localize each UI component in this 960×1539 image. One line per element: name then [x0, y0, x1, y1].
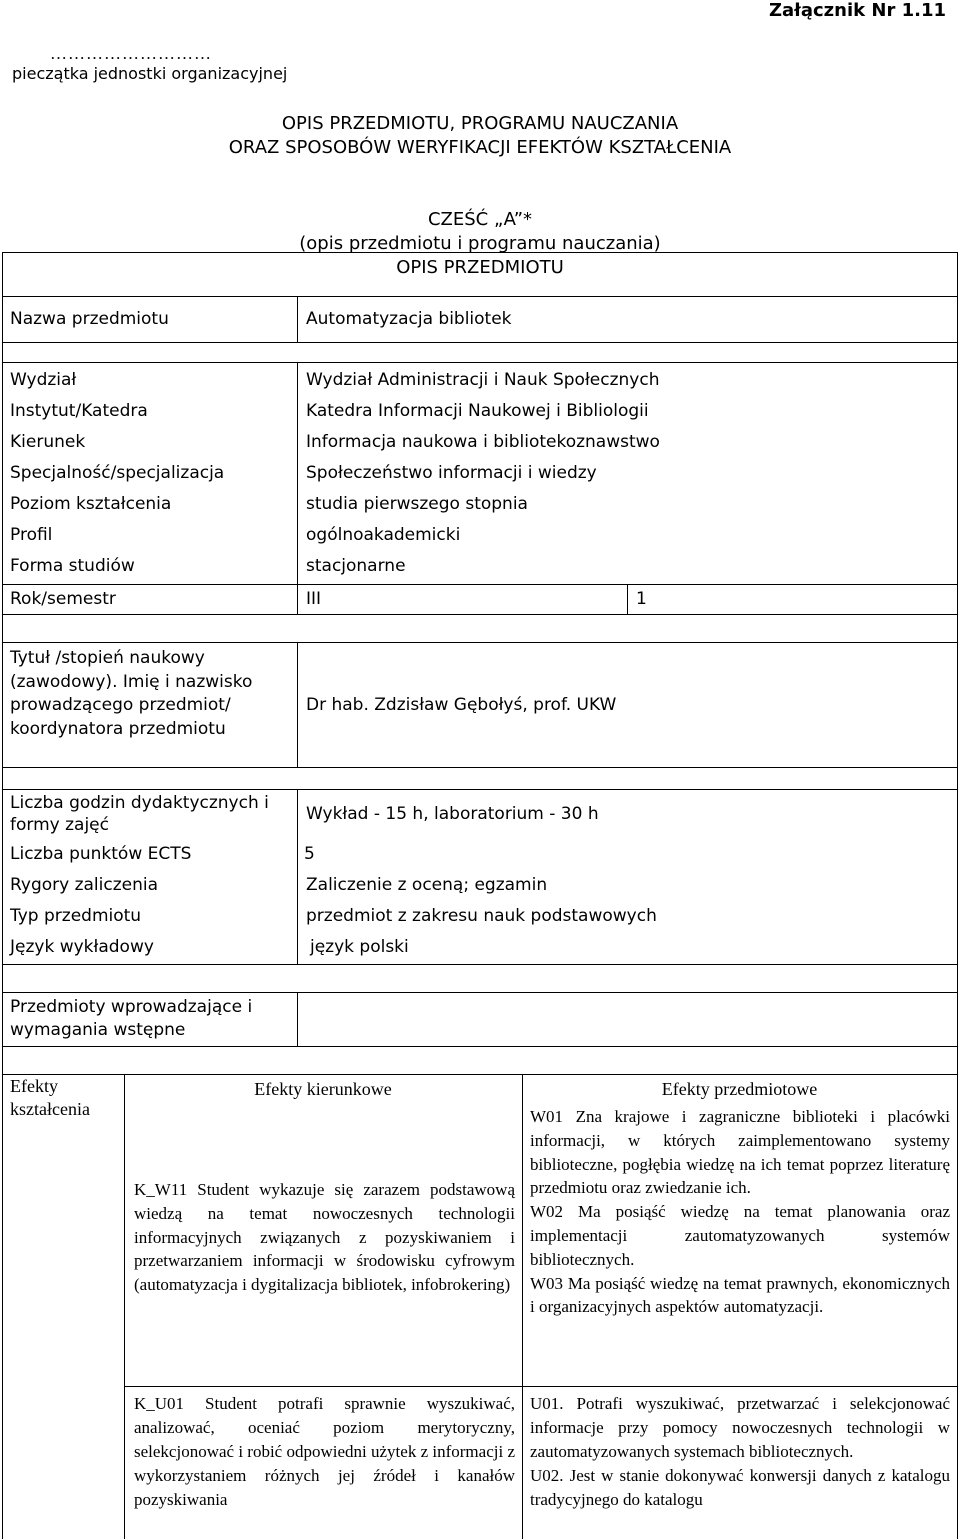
course-outcome-u01: U01. Potrafi wyszukiwać, przetwarzać i selekcjonować informacje przy pomocy nowoczesnych technologii w zautomatyzowanych systemach bibliotecznych.	[530, 1394, 950, 1461]
rule	[522, 1074, 523, 1539]
language-value: język polski	[310, 937, 409, 957]
rule	[2, 296, 958, 297]
info-value: Informacja naukowa i bibliotekoznawstwo	[306, 432, 660, 452]
info-label: Wydział	[10, 370, 77, 390]
rule	[124, 1386, 958, 1387]
document-title	[0, 112, 960, 160]
program-outcomes-heading: Efekty kierunkowe	[254, 1079, 392, 1099]
info-value: ogólnoakademicki	[306, 525, 461, 545]
assessment-value: Zaliczenie z oceną; egzamin	[306, 875, 548, 895]
course-name-value: Automatyzacja bibliotek	[306, 309, 512, 329]
course-outcome-w01: W01 Zna krajowe i zagraniczne biblioteki i placówki informacji, w których zaimplementowano systemy biblioteczne, pogłębia wiedzę na ich temat poprzez literaturę przedmiotu oraz zwiedzanie ich.	[530, 1107, 950, 1198]
info-value: studia pierwszego stopnia	[306, 494, 528, 514]
rule	[2, 584, 958, 585]
ects-label: Liczba punktów ECTS	[10, 844, 192, 864]
rule	[2, 1046, 958, 1047]
info-label: Profil	[10, 525, 53, 545]
assessment-label: Rygory zaliczenia	[10, 875, 159, 895]
rule	[297, 642, 298, 767]
hours-value: Wykład - 15 h, laboratorium - 30 h	[306, 804, 599, 824]
rule	[2, 342, 958, 343]
info-label: Specjalność/specjalizacja	[10, 463, 225, 483]
stamp-dots: ………………………	[50, 44, 212, 63]
info-label: Poziom kształcenia	[10, 494, 172, 514]
year-semester-label: Rok/semestr	[10, 589, 116, 609]
hours-label: Liczba godzin dydaktycznych i formy zajęć	[10, 793, 269, 835]
info-value: Wydział Administracji i Nauk Społecznych	[306, 370, 660, 390]
info-values	[306, 365, 660, 582]
course-type-value: przedmiot z zakresu nauk podstawowych	[306, 906, 657, 926]
instructor-label: Tytuł /stopień naukowy (zawodowy). Imię i nazwisko prowadzącego przedmiot/ koordynatora przedmiotu	[10, 648, 253, 739]
rule	[2, 992, 958, 993]
rule	[2, 789, 958, 790]
rule	[2, 642, 958, 643]
rule	[297, 362, 298, 584]
program-outcome-k-w11: K_W11 Student wykazuje się zarazem podstawową wiedzą na temat nowoczesnych technologii informacyjnych związanych z pozyskiwaniem i przetwarzaniem informacji w środowisku cyfrowym (automatyzacja i dygitalizacja bibliotek, infobrokering)	[134, 1180, 515, 1295]
course-outcomes-knowledge	[530, 1105, 950, 1319]
info-value: Katedra Informacji Naukowej i Bibliologii	[306, 401, 649, 421]
title-line-2: ORAZ SPOSOBÓW WERYFIKACJI EFEKTÓW KSZTAŁCENIA	[228, 137, 732, 158]
section-title: OPIS PRZEDMIOTU	[396, 257, 564, 278]
ects-value: 5	[304, 844, 315, 864]
course-name-label: Nazwa przedmiotu	[10, 309, 169, 329]
info-labels	[10, 365, 224, 582]
course-outcome-w02: W02 Ma posiąść wiedzę na temat planowania oraz implementacji zautomatyzowanych systemów bibliotecznych.	[530, 1202, 950, 1269]
rule	[297, 992, 298, 1046]
program-outcome-k-u01: K_U01 Student potrafi sprawnie wyszukiwać, analizować, oceniać poziom merytoryczny, selekcjonować i robić odpowiedni użytek z informacji z wykorzystaniem różnych jej źródeł i kanałów pozyskiwania	[134, 1394, 515, 1509]
rule	[627, 584, 628, 614]
course-outcomes-heading: Efekty przedmiotowe	[661, 1079, 818, 1099]
rule	[2, 1074, 958, 1075]
rule	[2, 614, 958, 615]
frame-left	[2, 252, 3, 1539]
instructor-value: Dr hab. Zdzisław Gębołyś, prof. UKW	[306, 695, 617, 715]
language-label: Język wykładowy	[10, 937, 154, 957]
info-value: stacjonarne	[306, 556, 406, 576]
rule	[297, 296, 298, 342]
title-line-1: OPIS PRZEDMIOTU, PROGRAMU NAUCZANIA	[281, 113, 679, 134]
info-label: Forma studiów	[10, 556, 135, 576]
rule	[297, 584, 298, 614]
course-outcomes-skills	[530, 1392, 950, 1512]
course-outcome-u02: U02. Jest w stanie dokonywać konwersji danych z katalogu tradycyjnego do katalogu	[530, 1466, 950, 1509]
frame-top	[2, 252, 958, 253]
part-subtitle: (opis przedmiotu i programu nauczania)	[299, 233, 661, 254]
info-label: Kierunek	[10, 432, 86, 452]
outcomes-label: Efekty kształcenia	[10, 1076, 90, 1119]
rule	[2, 767, 958, 768]
part-heading	[0, 208, 960, 280]
stamp-label: pieczątka jednostki organizacyjnej	[12, 64, 288, 83]
rule	[297, 789, 298, 964]
rule	[2, 362, 958, 363]
info-value: Społeczeństwo informacji i wiedzy	[306, 463, 597, 483]
prerequisites-label: Przedmioty wprowadzające i wymagania wstępne	[10, 997, 253, 1040]
course-outcome-w03: W03 Ma posiąść wiedzę na temat prawnych, ekonomicznych i organizacyjnych aspektów automatyzacji.	[530, 1273, 950, 1317]
semester-value: 1	[636, 589, 647, 609]
part-title: CZEŚĆ „A”*	[427, 209, 533, 230]
info-label: Instytut/Katedra	[10, 401, 148, 421]
attachment-number: Załącznik Nr 1.11	[768, 0, 946, 21]
rule	[2, 964, 958, 965]
frame-right	[957, 252, 958, 1539]
course-type-label: Typ przedmiotu	[10, 906, 142, 926]
rule	[124, 1074, 125, 1539]
year-value: III	[306, 589, 322, 609]
